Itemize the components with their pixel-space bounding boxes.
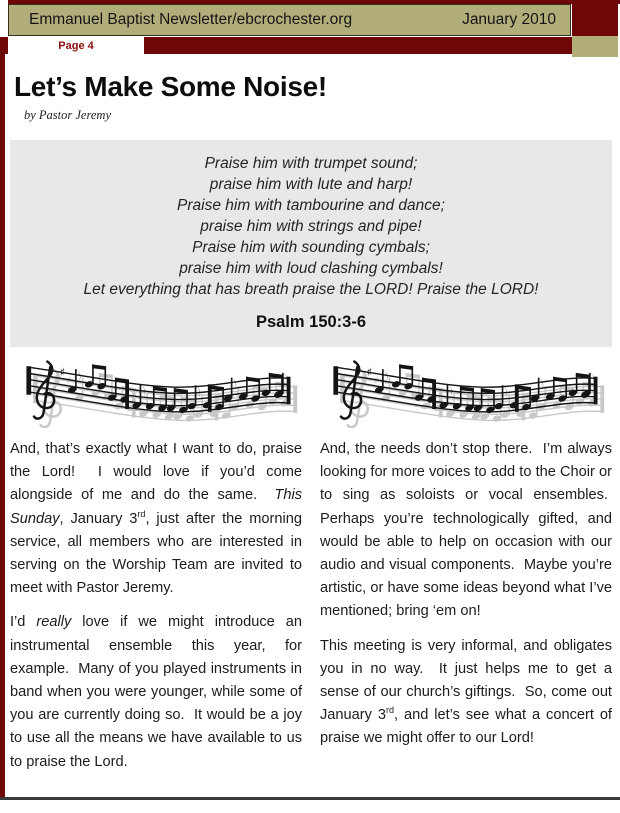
issue-date: January 2010 bbox=[462, 11, 556, 28]
corner-maroon-block bbox=[572, 0, 618, 36]
paragraph: I’d really love if we might introduce an instrumental ensemble this year, for example. Many of you played instruments in band when you were younger, while some of you are currently doing so. It would be a joy to use all the means we have available to us to praise the Lord. bbox=[10, 614, 302, 770]
scripture-line: Praise him with tambourine and dance; bbox=[177, 197, 445, 214]
article-columns bbox=[10, 438, 612, 774]
corner-olive-block bbox=[572, 36, 618, 57]
scripture-line: praise him with lute and harp! bbox=[209, 176, 413, 193]
scripture-line: praise him with loud clashing cymbals! bbox=[179, 260, 443, 277]
masthead-bar bbox=[8, 4, 571, 36]
scripture-line: Praise him with sounding cymbals; bbox=[192, 239, 430, 256]
scripture-line: Let everything that has breath praise the LORD! Praise the LORD! bbox=[83, 281, 539, 298]
maroon-tab-stripe bbox=[5, 37, 572, 54]
page-content bbox=[10, 57, 612, 774]
right-column bbox=[320, 438, 612, 774]
page-number-tab: Page 4 bbox=[8, 37, 144, 54]
scripture-line: Praise him with trumpet sound; bbox=[204, 155, 418, 172]
paragraph: And, the needs don’t stop there. I’m always looking for more voices to add to the Choir or to sing as soloists or vocal ensembles. Perhaps you’re technologically gifted, and would be able to help on occasion with our audio and visual components. Maybe you’re artistic, or have some ideas beyond what I’ve mentioned; bring ‘em on! bbox=[320, 441, 612, 620]
left-column bbox=[10, 438, 302, 774]
left-maroon-border bbox=[0, 37, 5, 798]
paragraph: And, that’s exactly what I want to do, praise the Lord! I would love if you’d come alongside of me and do the same. This Sunday, January 3rd, just after the morning service, all members who are interested in serving on the Worship Team are invited to meet with Pastor Jeremy. bbox=[10, 441, 302, 597]
article-byline: by Pastor Jeremy bbox=[24, 108, 112, 122]
newsletter-title: Emmanuel Baptist Newsletter/ebcrochester.org bbox=[29, 11, 353, 28]
music-staff-row bbox=[10, 352, 612, 428]
music-staff-icon bbox=[321, 352, 608, 428]
scripture-line: praise him with strings and pipe! bbox=[200, 218, 422, 235]
bottom-rule bbox=[0, 797, 620, 800]
paragraph: This meeting is very informal, and obligates you in no way. It just helps me to get a sense of our church’s giftings. So, come out January 3rd, and let’s see what a concert of praise we might offer to our Lord! bbox=[320, 637, 612, 747]
scripture-quote-box bbox=[10, 140, 612, 347]
music-staff-icon bbox=[14, 352, 301, 428]
scripture-reference: Psalm 150:3-6 bbox=[255, 313, 367, 331]
article-title: Let’s Make Some Noise! bbox=[14, 71, 327, 102]
